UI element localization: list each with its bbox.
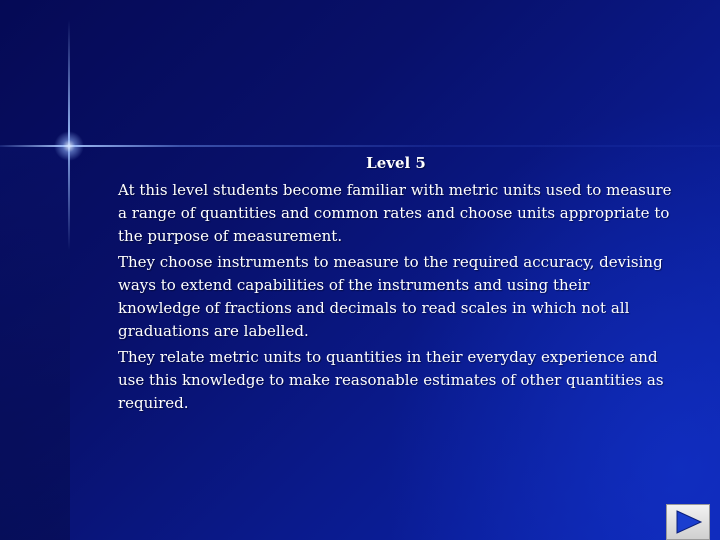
next-slide-button[interactable] <box>666 504 710 540</box>
slide-content <box>118 152 674 418</box>
play-next-icon <box>673 510 703 534</box>
paragraph-2: They choose instruments to measure to the required accuracy, devising ways to extend capabilities of the instruments and using their knowledge of fractions and decimals to read scales in which not all graduations are labelled. <box>118 253 663 340</box>
light-flare-horizontal <box>0 145 720 147</box>
decorative-side-panel <box>0 146 70 540</box>
light-flare-core <box>54 131 84 161</box>
paragraph-3: They relate metric units to quantities in their everyday experience and use this knowledge to make reasonable estimates of other quantities as required. <box>118 348 664 412</box>
paragraph-1: At this level students become familiar with metric units used to measure a range of quantities and common rates and choose units appropriate to the purpose of measurement. <box>118 181 672 245</box>
slide-heading: Level 5 <box>366 154 426 172</box>
